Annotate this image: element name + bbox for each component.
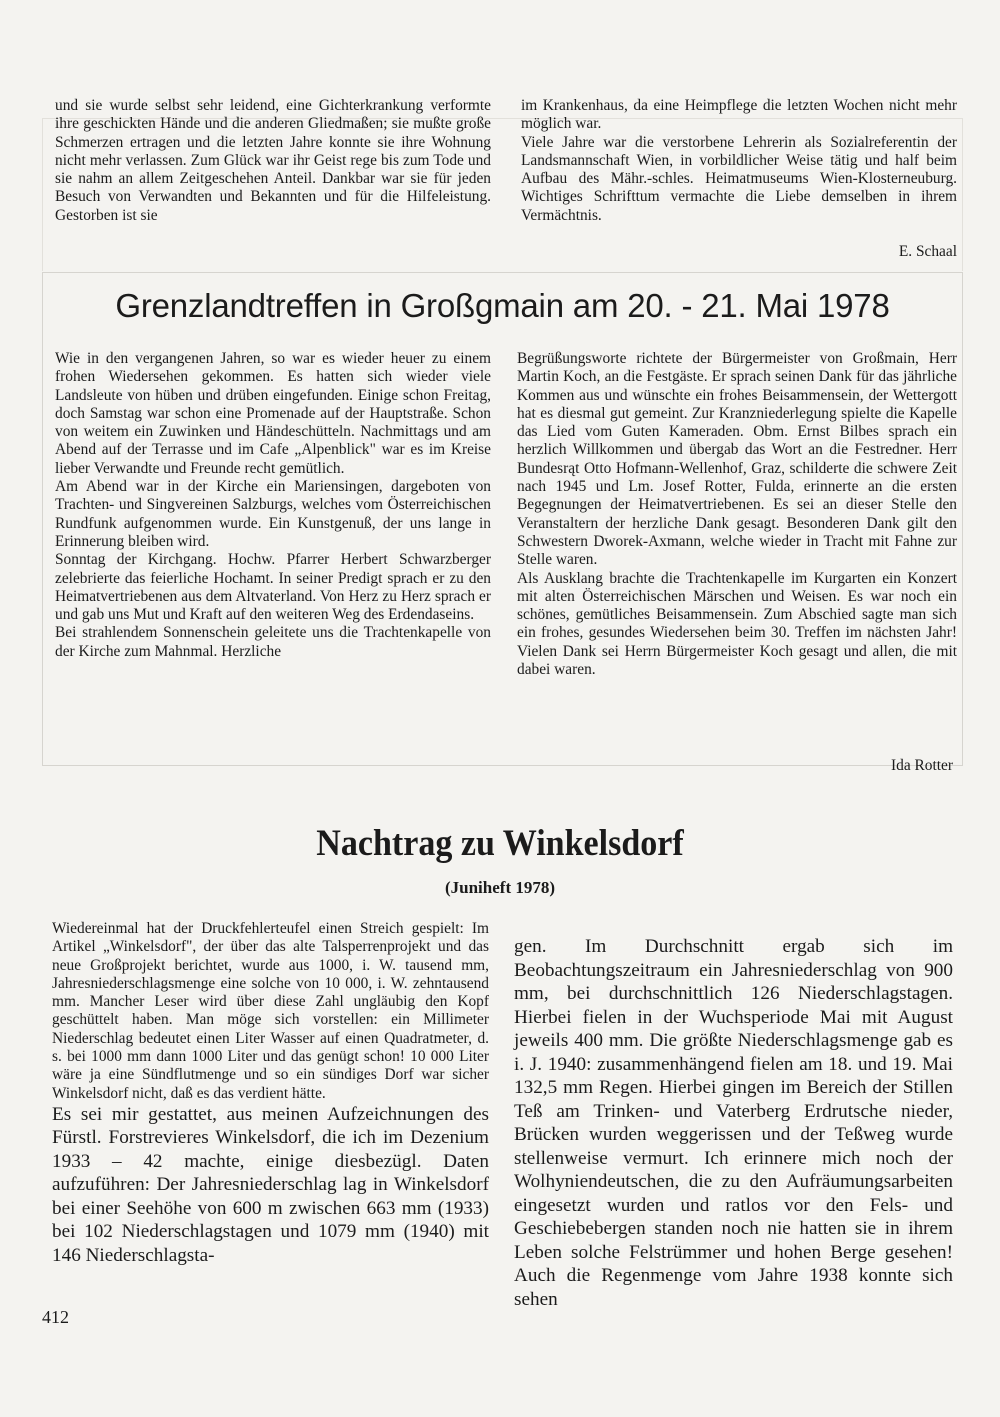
top-left-column: [55, 97, 491, 225]
article-title: Nachtrag zu Winkelsdorf: [316, 823, 684, 864]
article2-paragraph-right: gen. Im Durchschnitt ergab sich im Beobachtungszeitraum ein Jahresniederschlag von 900 mm, bei durchschnittlich 126 Niederschlagstagen. Hierbei fielen in der Wuchsperiode Mai mit August jeweils 400 mm. Die größte Niederschlagsmenge gab es i. J. 1940: zusammenhängend fielen am 18. und 19. Mai 132,5 mm Regen. Hierbei gingen im Bereich der Stillen Teß am Trinken- und Vaterberg Erdrutsche nieder, Brücken wurden weggerissen und der Teßweg wurde stellenweise vermurt. Ich erinnere mich noch der Wolhyniendeutschen, die zu den Aufräumungsarbeiten eingesetzt wurden und ratlos vor den Fels- und Geschiebebergen standen noch nie hatten sie in ihrem Leben solche Felstrümmer und hohen Berge gesehen! Auch die Regenmenge vom Jahre 1938 konnte sich sehen: [514, 936, 953, 1310]
article1-paragraph: Als Ausklang brachte die Trachtenkapelle im Kurgarten ein Konzert mit alten Österreichischen Märschen und Weisen. Es war noch ein schönes, gemütliches Beisammensein. Zum Abschied sagte man sich ein frohes, gesundes Wiedersehen beim 30. Treffen im nächsten Jahr! Vielen Dank sei Herrn Bürgermeister Koch gesagt und allen, die mit dabei waren.: [517, 569, 957, 679]
article-title: Grenzlandtreffen in Großgmain am 20. - 21. Mai 1978: [115, 287, 890, 324]
top-left-paragraph: und sie wurde selbst sehr leidend, eine Gichterkrankung verformte ihre geschickten Hände und die anderen Gliedmaßen; sie mußte große Schmerzen ertragen und die letzten Jahre konnte sie ihre Wohnung nicht mehr verlassen. Zum Glück war ihr Geist rege bis zum Tode und sie nahm an allem Zeitgeschehen Anteil. Dankbar war sie für jeden Besuch von Verwandten und Bekannten und für die Hilfeleistung. Gestorben ist sie: [55, 97, 491, 224]
article1-right-column: [517, 350, 957, 679]
article2-paragraph-large: Es sei mir gestattet, aus meinen Aufzeichnungen des Fürstl. Forstrevieres Winkelsdorf, die ich im Dezenium 1933 – 42 machte, einige diesbezügl. Daten aufzuführen: Der Jahresniederschlag lag in Winkelsdorf bei einer Seehöhe von 600 m zwischen 663 mm (1933) bei 102 Niederschlagstagen und 1079 mm (1940) mit 146 Niederschlagsta-: [52, 1103, 489, 1266]
article-subtitle: (Juniheft 1978): [444, 878, 556, 897]
author-signature: Ida Rotter: [891, 757, 953, 774]
article1-paragraph: Bei strahlendem Sonnenschein geleitete uns die Trachtenkapelle von der Kirche zum Mahnmal. Herzliche: [55, 624, 491, 660]
article1-paragraph: Sonntag der Kirchgang. Hochw. Pfarrer Herbert Schwarzberger zelebrierte das feierliche Hochamt. In seiner Predigt sprach er zu den Heimatvertriebenen aus dem Altvaterland. Von Herz zu Herz sprach er und gab uns Mut und Kraft auf den weiteren Weg des Erdendaseins.: [55, 551, 491, 624]
top-right-paragraph-2: Viele Jahre war die verstorbene Lehrerin als Sozialreferentin der Landsmannschaft Wien, in vorbildlicher Weise tätig und half beim Aufbau des Mähr.-schles. Heimatmuseums Wien-Klosterneuburg. Wichtiges Schrifttum vermachte die Liebe demselben in ihrem Vermächtnis.: [521, 133, 957, 224]
top-right-column: [521, 97, 957, 225]
article1-paragraph: Wie in den vergangenen Jahren, so war es wieder heuer zu einem frohen Wiedersehen gekommen. Es hatten sich wieder viele Landsleute von hüben und drüben eingefunden. Einige schon Freitag, doch Samstag war schon eine Promenade auf der Hauptstraße. Schon von weitem ein Zuwinken und Händeschütteln. Nachmittags und am Abend auf der Terrasse und im Cafe „Alpenblick" war es im Kreise lieber Verwandte und Freunde recht gemütlich.: [55, 350, 491, 477]
article2-right-column: [514, 935, 953, 1311]
article1-left-column: [55, 350, 491, 661]
top-right-paragraph-1: im Krankenhaus, da eine Heimpflege die letzten Wochen nicht mehr möglich war.: [521, 97, 957, 133]
article2-left-column: [52, 920, 489, 1267]
article1-paragraph: Am Abend war in der Kirche ein Mariensingen, dargeboten von Trachten- und Singvereinen Salzburgs, welches vom Österreichischen Rundfunk aufgenommen wurde. Ein Kunstgenuß, der uns lange in Erinnerung bleiben wird.: [55, 478, 491, 550]
page-number: 412: [42, 1307, 69, 1327]
author-signature: E. Schaal: [898, 243, 957, 260]
article1-paragraph: Begrüßungsworte richtete der Bürgermeister von Großmain, Herr Martin Koch, an die Festgäste. Er sprach seinen Dank für das jährliche Kommen aus und wünschte ein frohes Beisammensein, der Wettergott hat es diesmal gut gemeint. Zur Kranzniederlegung spielte die Kapelle das Lied vom Guten Kameraden. Obm. Ernst Bilbes sprach ein herzlich Willkommen und übergab das Wort an die Festredner. Herr Bundesrąt Otto Hofmann-Wellenhof, Graz, schilderte die schwere Zeit nach 1945 und Lm. Josef Rotter, Fulda, erinnerte an die ersten Begegnungen der Heimatvertriebenen. Es sei an dieser Stelle den Veranstaltern der herzliche Dank gesagt. Besonderen Dank gilt den Schwestern Dworek-Axmann, welche wieder in Tracht mit Fahne zur Stelle waren.: [517, 350, 957, 569]
article2-paragraph-small: Wiedereinmal hat der Druckfehlerteufel einen Streich gespielt: Im Artikel „Winkelsdorf", der über das alte Talsperrenprojekt und das neue Großprojekt berichtet, wurde aus 1000, i. W. tausend mm, Jahresniederschlagsmenge eine solche von 10 000, i. W. zehntausend mm. Mancher Leser wird über diese Zahl ungläubig den Kopf geschüttelt haben. Man möge sich vorstellen: ein Millimeter Niederschlag bedeutet einen Liter Wasser auf einen Quadratmeter, d. s. bei 1000 mm dann 1000 Liter und das genügt schon! 10 000 Liter wäre ja eine Sündflutmenge und so ein sündiges Dorf war sicher Winkelsdorf nicht, daß es das verdient hätte.: [52, 920, 489, 1102]
